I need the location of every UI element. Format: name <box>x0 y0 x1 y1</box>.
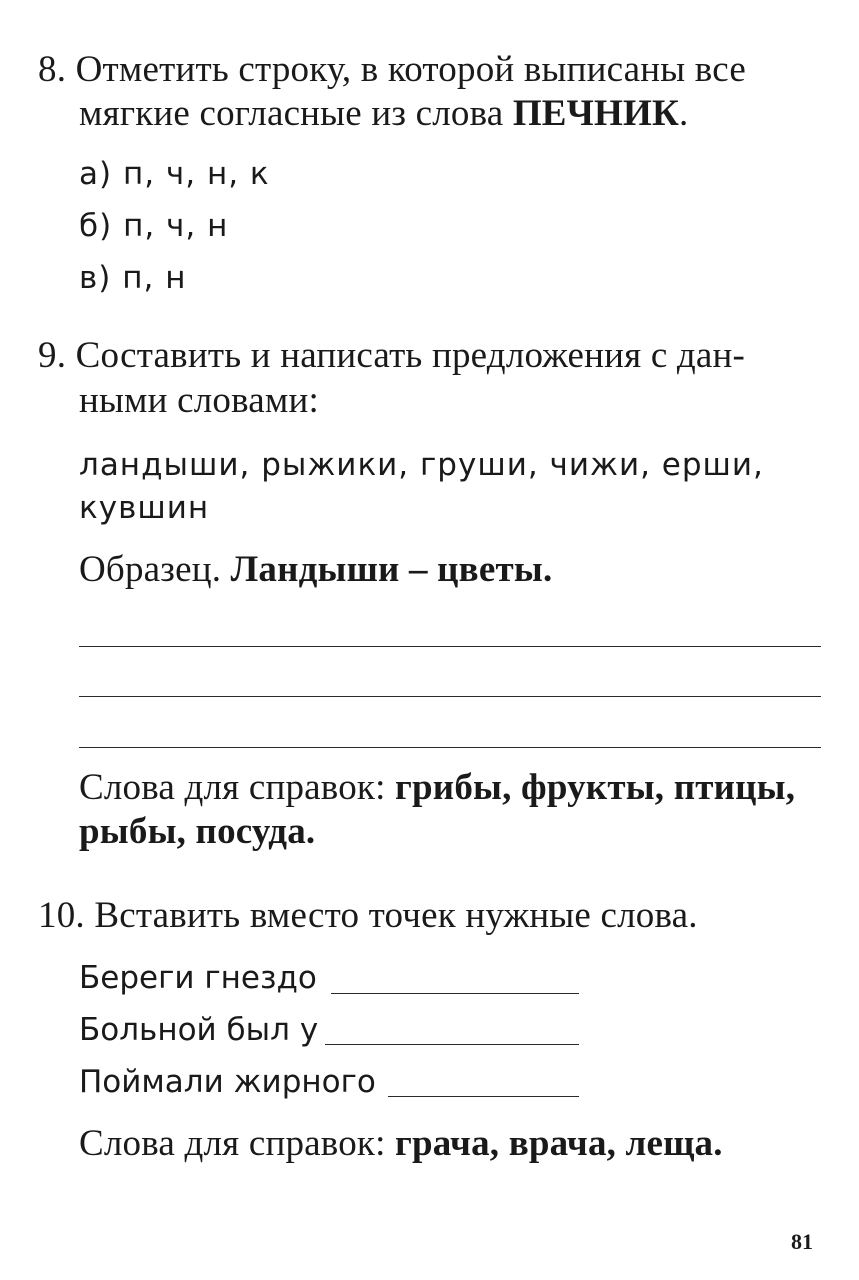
task10-line1: Вставить вместо точек нужные слова. <box>94 895 698 936</box>
task8-line2 <box>79 91 688 137</box>
task10-number: 10. <box>38 895 85 936</box>
task9-hint-line1 <box>79 765 795 811</box>
task9-number: 9. <box>38 335 67 376</box>
task9-sample-label: Образец. <box>79 549 231 590</box>
fill-line-2[interactable] <box>325 1044 579 1045</box>
answer-line-3[interactable] <box>79 747 821 748</box>
answer-line-2[interactable] <box>79 696 821 697</box>
task10-hint-label: Слова для справок: <box>79 1123 396 1164</box>
task10-hint-words: грача, врача, леща. <box>395 1123 723 1164</box>
task8-option-b: б) п, ч, н <box>79 208 229 244</box>
task8-line2-prefix: мягкие согласные из слова <box>79 93 513 134</box>
task9-heading <box>38 333 745 379</box>
answer-line-1[interactable] <box>79 646 821 647</box>
task8-line1: Отметить строку, в которой выписаны все <box>75 49 746 90</box>
task9-hint-words1: грибы, фрукты, птицы, <box>395 767 796 808</box>
task8-number: 8. <box>38 49 67 90</box>
page-number: 81 <box>791 1229 813 1254</box>
task9-hint-label: Слова для справок: <box>79 767 396 808</box>
fill-line-1[interactable] <box>331 993 579 994</box>
task9-sample-text: Ландыши – цветы. <box>230 549 553 590</box>
task9-hint-words2: рыбы, посуда. <box>79 811 316 852</box>
task8-word: ПЕЧНИК <box>512 93 680 134</box>
task8-heading <box>38 47 746 93</box>
task9-line2: ными словами: <box>79 380 320 421</box>
task9-words-line2: кувшин <box>79 490 210 526</box>
fill-line-3[interactable] <box>388 1096 579 1097</box>
task10-sentence-2: Больной был у <box>79 1012 319 1048</box>
task8-line2-suffix: . <box>679 93 689 134</box>
task9-sample <box>79 547 552 593</box>
task8-option-c: в) п, н <box>79 260 187 296</box>
task10-heading <box>38 893 698 939</box>
task8-option-a: а) п, ч, н, к <box>79 156 270 192</box>
task9-words-line1: ландыши, рыжики, груши, чижи, ерши, <box>79 447 764 483</box>
task10-hint <box>79 1121 723 1167</box>
task10-sentence-1: Береги гнездо <box>79 960 317 996</box>
task9-line1: Составить и написать предложения с дан- <box>75 335 746 376</box>
task9-hint-line2 <box>79 809 315 855</box>
task10-sentence-3: Поймали жирного <box>79 1064 376 1100</box>
